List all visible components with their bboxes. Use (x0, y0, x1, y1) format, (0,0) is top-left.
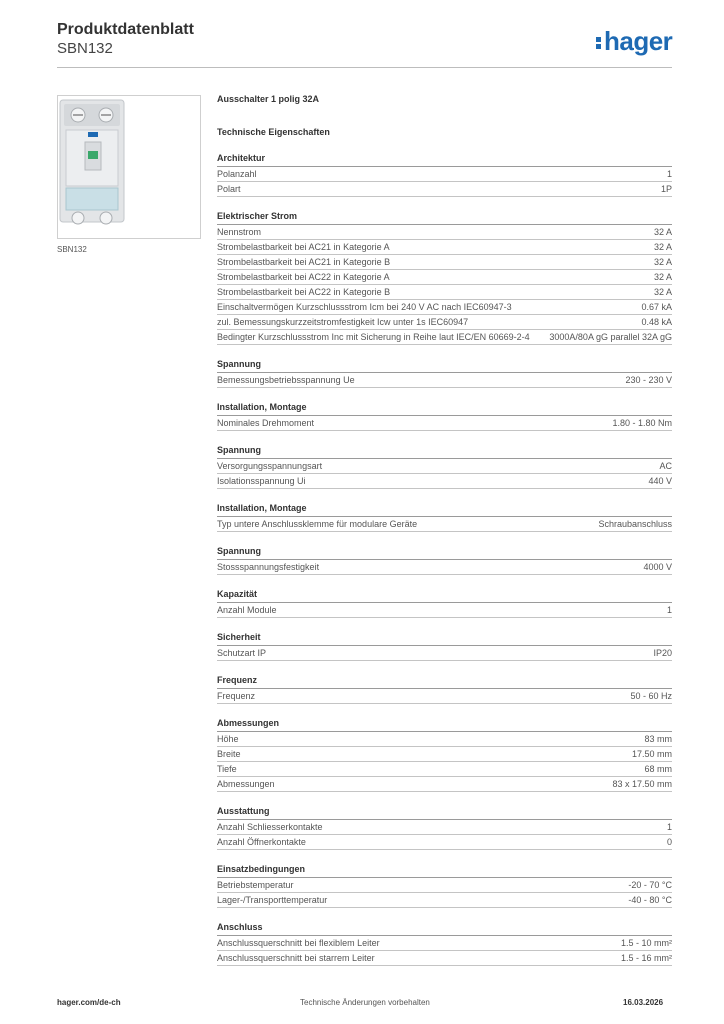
spec-row (217, 315, 672, 330)
spec-value: 1.80 - 1.80 Nm (612, 418, 672, 428)
spec-value: 32 A (653, 272, 672, 282)
hager-logo (596, 26, 672, 57)
tech-heading: Technische Eigenschaften (217, 127, 330, 137)
spec-row (217, 560, 672, 575)
section-heading: Elektrischer Strom (217, 211, 672, 225)
spec-value: 1 (666, 169, 672, 179)
switch-device-icon (58, 96, 200, 238)
spec-row (217, 689, 672, 704)
spec-value: AC (659, 461, 672, 471)
section-heading: Abmessungen (217, 718, 672, 732)
spec-row (217, 240, 672, 255)
spec-value: 1 (666, 605, 672, 615)
spec-section (217, 806, 672, 850)
spec-label: Strombelastbarkeit bei AC21 in Kategorie A (217, 242, 390, 252)
spec-row (217, 732, 672, 747)
spec-label: Anzahl Schliesserkontakte (217, 822, 323, 832)
spec-content (217, 94, 672, 966)
spec-label: zul. Bemessungskurzzeitstromfestigkeit Icw unter 1s IEC60947 (217, 317, 469, 327)
footer-disclaimer: Technische Änderungen vorbehalten (300, 998, 430, 1007)
spec-value: 68 mm (644, 764, 672, 774)
spec-label: Breite (217, 749, 241, 759)
section-heading: Spannung (217, 546, 672, 560)
spec-label: Anzahl Module (217, 605, 277, 615)
section-heading: Frequenz (217, 675, 672, 689)
spec-value: 1P (660, 184, 672, 194)
spec-label: Schutzart IP (217, 648, 267, 658)
spec-label: Anzahl Öffnerkontakte (217, 837, 306, 847)
section-heading: Spannung (217, 445, 672, 459)
spec-value: 0.48 kA (641, 317, 672, 327)
spec-value: 440 V (648, 476, 672, 486)
spec-value: 17.50 mm (631, 749, 672, 759)
spec-label: Strombelastbarkeit bei AC22 in Kategorie A (217, 272, 390, 282)
footer-website: hager.com/de-ch (57, 998, 121, 1007)
spec-row (217, 167, 672, 182)
spec-section (217, 864, 672, 908)
section-heading: Installation, Montage (217, 503, 672, 517)
section-heading: Anschluss (217, 922, 672, 936)
spec-sections (217, 153, 672, 966)
section-heading: Einsatzbedingungen (217, 864, 672, 878)
spec-label: Anschlussquerschnitt bei flexiblem Leiter (217, 938, 380, 948)
section-heading: Spannung (217, 359, 672, 373)
spec-value: 83 x 17.50 mm (612, 779, 672, 789)
spec-row (217, 255, 672, 270)
spec-value: 83 mm (644, 734, 672, 744)
spec-label: Anschlussquerschnitt bei starrem Leiter (217, 953, 375, 963)
spec-row (217, 762, 672, 777)
spec-row (217, 330, 672, 345)
spec-label: Typ untere Anschlussklemme für modulare Geräte (217, 519, 418, 529)
spec-label: Polanzahl (217, 169, 257, 179)
spec-label: Strombelastbarkeit bei AC21 in Kategorie B (217, 257, 391, 267)
spec-label: Lager-/Transporttemperatur (217, 895, 328, 905)
product-title: Ausschalter 1 polig 32A (217, 94, 320, 104)
logo-dots-icon (596, 35, 602, 51)
spec-label: Isolationsspannung Ui (217, 476, 306, 486)
spec-section (217, 503, 672, 532)
spec-section (217, 546, 672, 575)
spec-value: 230 - 230 V (625, 375, 672, 385)
spec-value: 1 (666, 822, 672, 832)
spec-row (217, 646, 672, 661)
spec-label: Nominales Drehmoment (217, 418, 315, 428)
spec-row (217, 893, 672, 908)
spec-row (217, 878, 672, 893)
spec-label: Höhe (217, 734, 239, 744)
spec-row (217, 951, 672, 966)
spec-section (217, 153, 672, 197)
section-heading: Sicherheit (217, 632, 672, 646)
spec-row (217, 416, 672, 431)
product-code: SBN132 (57, 40, 113, 57)
section-heading: Ausstattung (217, 806, 672, 820)
footer-date: 16.03.2026 (623, 998, 664, 1007)
spec-section (217, 718, 672, 792)
spec-row (217, 517, 672, 532)
spec-row (217, 225, 672, 240)
spec-label: Strombelastbarkeit bei AC22 in Kategorie B (217, 287, 391, 297)
logo-text: hager (604, 26, 673, 56)
spec-row (217, 270, 672, 285)
spec-value: 50 - 60 Hz (630, 691, 672, 701)
spec-label: Abmessungen (217, 779, 275, 789)
spec-row (217, 820, 672, 835)
spec-value: 4000 V (643, 562, 672, 572)
spec-label: Stossspannungsfestigkeit (217, 562, 320, 572)
spec-value: 0.67 kA (641, 302, 672, 312)
page-title: Produktdatenblatt (57, 21, 194, 38)
spec-value: Schraubanschluss (598, 519, 672, 529)
spec-label: Bedingter Kurzschlussstrom Inc mit Sicherung in Reihe laut IEC/EN 60669-2-4 (217, 332, 530, 342)
spec-value: 1.5 - 16 mm² (620, 953, 672, 963)
spec-label: Einschaltvermögen Kurzschlussstrom Icm bei 240 V AC nach IEC60947-3 (217, 302, 512, 312)
spec-section (217, 402, 672, 431)
spec-label: Betriebstemperatur (217, 880, 294, 890)
spec-section (217, 589, 672, 618)
spec-value: -40 - 80 °C (628, 895, 672, 905)
spec-row (217, 603, 672, 618)
spec-label: Tiefe (217, 764, 237, 774)
spec-section (217, 445, 672, 489)
section-heading: Installation, Montage (217, 402, 672, 416)
spec-section (217, 211, 672, 345)
spec-row (217, 182, 672, 197)
spec-value: 32 A (653, 287, 672, 297)
spec-row (217, 285, 672, 300)
section-heading: Kapazität (217, 589, 672, 603)
spec-label: Nennstrom (217, 227, 262, 237)
spec-value: -20 - 70 °C (628, 880, 672, 890)
spec-row (217, 300, 672, 315)
spec-value: 32 A (653, 257, 672, 267)
spec-value: 32 A (653, 227, 672, 237)
spec-row (217, 459, 672, 474)
spec-value: 0 (666, 837, 672, 847)
spec-value: 32 A (653, 242, 672, 252)
section-heading: Architektur (217, 153, 672, 167)
spec-row (217, 474, 672, 489)
spec-section (217, 675, 672, 704)
spec-value: 1.5 - 10 mm² (620, 938, 672, 948)
spec-section (217, 922, 672, 966)
spec-value: 3000A/80A gG parallel 32A gG (549, 332, 672, 342)
spec-value: IP20 (653, 648, 672, 658)
spec-row (217, 936, 672, 951)
spec-row (217, 373, 672, 388)
spec-row (217, 747, 672, 762)
header-divider (57, 67, 672, 68)
spec-row (217, 777, 672, 792)
spec-label: Polart (217, 184, 241, 194)
product-image (57, 95, 201, 239)
spec-label: Bemessungsbetriebsspannung Ue (217, 375, 355, 385)
spec-section (217, 632, 672, 661)
spec-section (217, 359, 672, 388)
image-caption: SBN132 (57, 245, 87, 254)
spec-label: Frequenz (217, 691, 256, 701)
spec-label: Versorgungsspannungsart (217, 461, 323, 471)
spec-row (217, 835, 672, 850)
